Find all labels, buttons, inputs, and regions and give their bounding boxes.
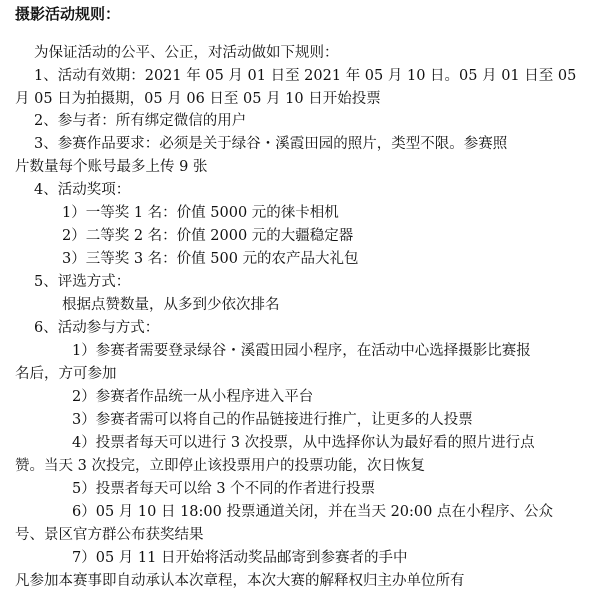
step-7-line: 7）05 月 11 日开始将活动奖品邮寄到参赛者的手中	[72, 550, 408, 566]
rule-5-detail: 根据点赞数量，从多到少依次排名	[62, 297, 280, 313]
intro-line: 为保证活动的公平、公正，对活动做如下规则：	[34, 45, 339, 61]
document-title: 摄影活动规则：	[15, 5, 121, 23]
rule-1-line-2: 月 05 日为拍摄期，05 月 06 日至 05 月 10 日开始投票	[15, 91, 381, 107]
rule-3-line-1: 3、参赛作品要求：必须是关于绿谷・溪霞田园的照片，类型不限。参赛照	[34, 136, 508, 152]
step-3-line: 3）参赛者需可以将自己的作品链接进行推广，让更多的人投票	[72, 412, 473, 428]
rule-4-heading: 4、活动奖项：	[34, 182, 131, 198]
step-4-line-1: 4）投票者每天可以进行 3 次投票，从中选择你认为最好看的照片进行点	[72, 435, 535, 451]
prize-2-line: 2）二等奖 2 名：价值 2000 元的大疆稳定器	[62, 228, 354, 244]
rule-3-line-2: 片数量每个账号最多上传 9 张	[15, 159, 208, 175]
step-5-line: 5）投票者每天可以给 3 个不同的作者进行投票	[72, 481, 376, 497]
rule-6-heading: 6、活动参与方式：	[34, 320, 160, 336]
step-1-line-2: 名后，方可参加	[15, 366, 117, 382]
prize-3-line: 3）三等奖 3 名：价值 500 元的农产品大礼包	[62, 251, 359, 267]
step-4-line-2: 赞。当天 3 次投完，立即停止该投票用户的投票功能，次日恢复	[15, 458, 425, 474]
rule-5-heading: 5、评选方式：	[34, 274, 131, 290]
rule-2-line: 2、参与者：所有绑定微信的用户	[34, 113, 247, 129]
prize-1-line: 1）一等奖 1 名：价值 5000 元的徕卡相机	[62, 205, 339, 221]
step-6-line-1: 6）05 月 10 日 18:00 投票通道关闭，并在当天 20:00 点在小程序、公众	[72, 504, 553, 520]
rule-1-line-1: 1、活动有效期：2021 年 05 月 01 日至 2021 年 05 月 10 日。05 月 01 日至 05	[34, 68, 577, 84]
closing-statement: 凡参加本赛事即自动承认本次章程，本次大赛的解释权归主办单位所有	[15, 573, 465, 589]
step-1-line-1: 1）参赛者需要登录绿谷・溪霞田园小程序，在活动中心选择摄影比赛报	[72, 343, 531, 359]
step-6-line-2: 号、景区官方群公布获奖结果	[15, 527, 204, 543]
step-2-line: 2）参赛者作品统一从小程序进入平台	[72, 389, 314, 405]
